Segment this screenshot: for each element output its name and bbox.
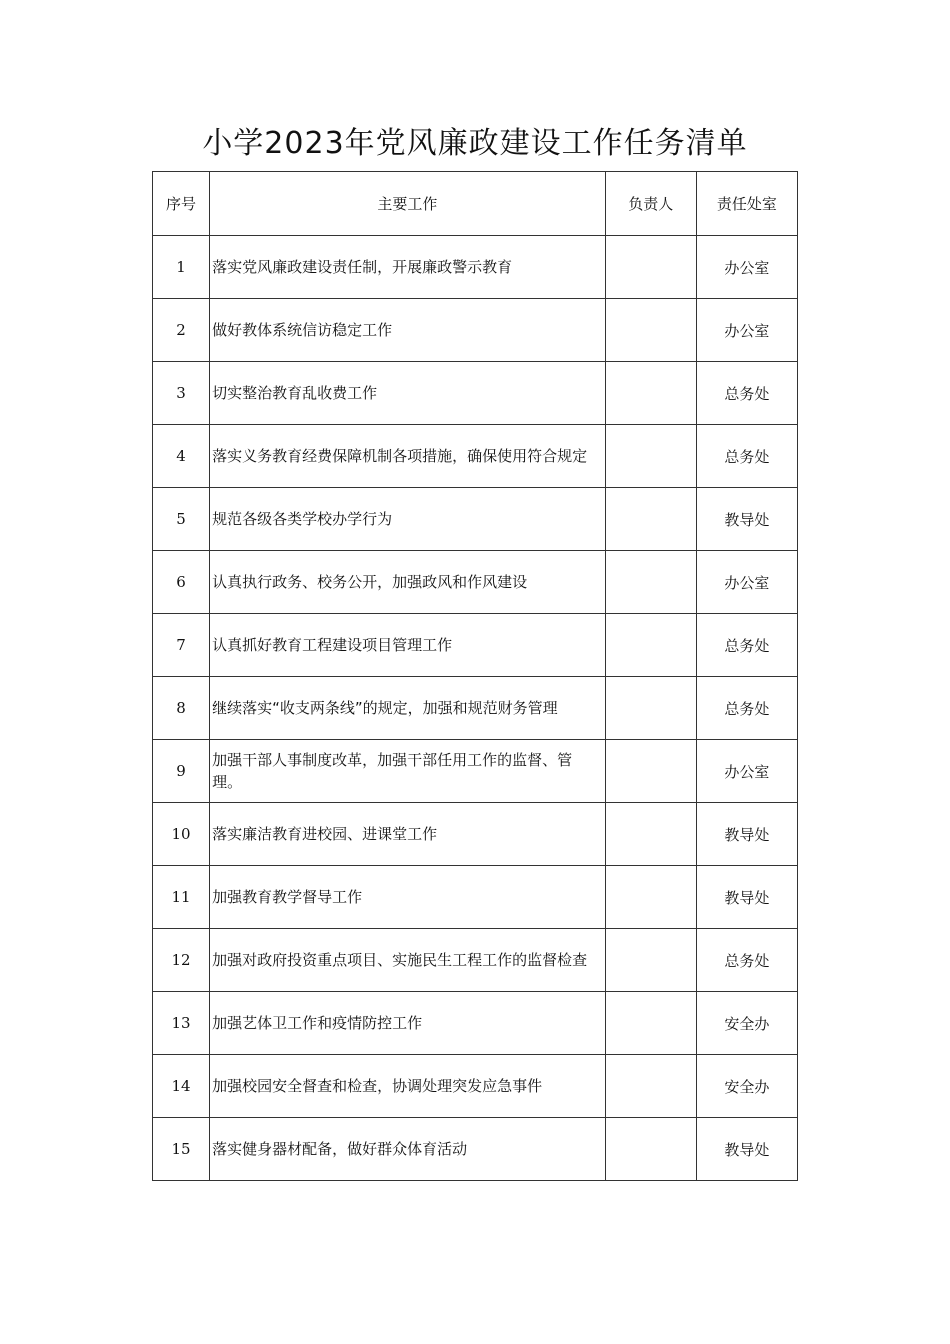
row-work: 落实廉洁教育进校园、进课堂工作 [210, 803, 606, 866]
row-work: 继续落实“收支两条线”的规定，加强和规范财务管理 [210, 677, 606, 740]
row-seq: 12 [153, 929, 210, 992]
row-work: 认真执行政务、校务公开，加强政风和作风建设 [210, 551, 606, 614]
row-seq: 5 [153, 488, 210, 551]
row-dept: 安全办 [696, 1055, 797, 1118]
row-seq: 8 [153, 677, 210, 740]
row-seq: 7 [153, 614, 210, 677]
row-dept: 教导处 [696, 1118, 797, 1181]
header-work: 主要工作 [210, 172, 606, 236]
row-work: 加强艺体卫工作和疫情防控工作 [210, 992, 606, 1055]
header-owner: 负责人 [605, 172, 696, 236]
row-owner [605, 992, 696, 1055]
row-owner [605, 362, 696, 425]
row-owner [605, 488, 696, 551]
row-work: 加强干部人事制度改革，加强干部任用工作的监督、管理。 [210, 740, 606, 803]
row-work: 认真抓好教育工程建设项目管理工作 [210, 614, 606, 677]
page-title: 小学2023年党风廉政建设工作任务清单 [202, 126, 748, 161]
table-header-row [153, 172, 798, 236]
row-seq: 4 [153, 425, 210, 488]
row-seq: 6 [153, 551, 210, 614]
row-seq: 2 [153, 299, 210, 362]
row-dept: 教导处 [696, 803, 797, 866]
row-seq: 3 [153, 362, 210, 425]
row-dept: 总务处 [696, 929, 797, 992]
row-owner [605, 614, 696, 677]
row-owner [605, 299, 696, 362]
header-seq: 序号 [153, 172, 210, 236]
row-owner [605, 677, 696, 740]
row-dept: 办公室 [696, 299, 797, 362]
row-owner [605, 236, 696, 299]
row-work: 加强对政府投资重点项目、实施民生工程工作的监督检查 [210, 929, 606, 992]
table-row [153, 1055, 798, 1118]
row-dept: 办公室 [696, 551, 797, 614]
row-dept: 总务处 [696, 677, 797, 740]
row-dept: 总务处 [696, 362, 797, 425]
table-row [153, 740, 798, 803]
table-row [153, 299, 798, 362]
table-row [153, 488, 798, 551]
table-row [153, 803, 798, 866]
row-dept: 安全办 [696, 992, 797, 1055]
row-seq: 14 [153, 1055, 210, 1118]
row-owner [605, 740, 696, 803]
row-work: 加强校园安全督查和检查，协调处理突发应急事件 [210, 1055, 606, 1118]
row-owner [605, 803, 696, 866]
row-seq: 10 [153, 803, 210, 866]
row-dept: 办公室 [696, 236, 797, 299]
table-row [153, 677, 798, 740]
row-work: 规范各级各类学校办学行为 [210, 488, 606, 551]
row-owner [605, 929, 696, 992]
row-work: 切实整治教育乱收费工作 [210, 362, 606, 425]
row-dept: 教导处 [696, 866, 797, 929]
table-row [153, 362, 798, 425]
row-work: 落实健身器材配备，做好群众体育活动 [210, 1118, 606, 1181]
row-seq: 15 [153, 1118, 210, 1181]
table-row [153, 1118, 798, 1181]
table-row [153, 614, 798, 677]
table-row [153, 992, 798, 1055]
row-dept: 教导处 [696, 488, 797, 551]
row-dept: 总务处 [696, 614, 797, 677]
row-seq: 9 [153, 740, 210, 803]
row-dept: 总务处 [696, 425, 797, 488]
row-dept: 办公室 [696, 740, 797, 803]
row-work: 做好教体系统信访稳定工作 [210, 299, 606, 362]
row-owner [605, 866, 696, 929]
row-owner [605, 551, 696, 614]
row-work: 加强教育教学督导工作 [210, 866, 606, 929]
row-seq: 13 [153, 992, 210, 1055]
table-row [153, 929, 798, 992]
row-seq: 11 [153, 866, 210, 929]
task-table [152, 171, 798, 1181]
row-owner [605, 1118, 696, 1181]
table-row [153, 866, 798, 929]
row-seq: 1 [153, 236, 210, 299]
row-owner [605, 1055, 696, 1118]
table-row [153, 425, 798, 488]
row-work: 落实义务教育经费保障机制各项措施，确保使用符合规定 [210, 425, 606, 488]
row-owner [605, 425, 696, 488]
header-dept: 责任处室 [696, 172, 797, 236]
table-row [153, 236, 798, 299]
row-work: 落实党风廉政建设责任制，开展廉政警示教育 [210, 236, 606, 299]
table-row [153, 551, 798, 614]
